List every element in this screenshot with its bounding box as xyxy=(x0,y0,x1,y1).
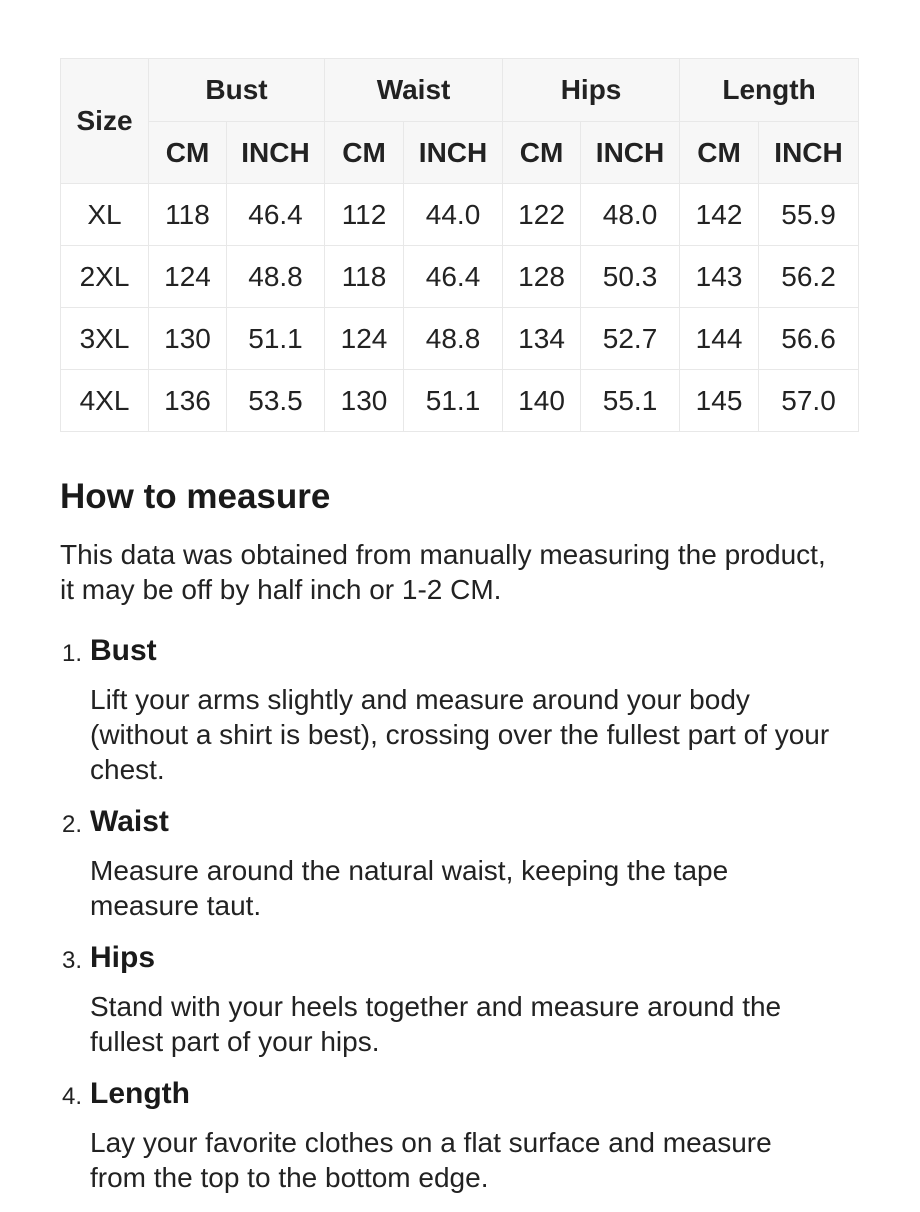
table-row xyxy=(61,246,859,308)
measurement-cell: 118 xyxy=(149,184,227,246)
measure-step-length xyxy=(60,1074,860,1195)
step-description xyxy=(90,682,860,787)
size-column-header: Size xyxy=(61,59,149,184)
size-cell: 3XL xyxy=(61,308,149,370)
unit-header-cm: CM xyxy=(149,122,227,184)
step-description xyxy=(90,1125,860,1195)
measurement-cell: 112 xyxy=(325,184,404,246)
measurement-cell: 51.1 xyxy=(227,308,325,370)
column-group-bust: Bust xyxy=(149,59,325,122)
measurement-cell: 142 xyxy=(680,184,759,246)
step-number: 1. xyxy=(62,640,83,667)
measurement-cell: 144 xyxy=(680,308,759,370)
measurement-cell: 128 xyxy=(503,246,581,308)
measurement-cell: 124 xyxy=(325,308,404,370)
measurement-cell: 50.3 xyxy=(581,246,680,308)
step-description-line: Lift your arms slightly and measure around your body xyxy=(90,684,750,715)
step-description-line: chest. xyxy=(90,754,165,785)
measure-step-waist xyxy=(60,802,860,923)
table-row xyxy=(61,308,859,370)
measurement-cell: 52.7 xyxy=(581,308,680,370)
measurement-cell: 57.0 xyxy=(759,370,859,432)
step-description xyxy=(90,853,860,923)
measurement-cell: 48.8 xyxy=(227,246,325,308)
step-label: Hips xyxy=(90,941,156,974)
step-number: 2. xyxy=(62,811,83,838)
size-cell: 2XL xyxy=(61,246,149,308)
measurement-cell: 130 xyxy=(325,370,404,432)
measurement-cell: 124 xyxy=(149,246,227,308)
measurement-cell: 48.0 xyxy=(581,184,680,246)
unit-header-cm: CM xyxy=(325,122,404,184)
measure-steps-list xyxy=(60,631,860,1195)
measurement-cell: 55.9 xyxy=(759,184,859,246)
step-description-line: fullest part of your hips. xyxy=(90,1026,380,1057)
intro-line: This data was obtained from manually measuring the product, xyxy=(60,539,826,570)
table-row xyxy=(61,184,859,246)
measurement-cell: 145 xyxy=(680,370,759,432)
measurement-cell: 46.4 xyxy=(404,246,503,308)
step-description xyxy=(90,989,860,1059)
size-chart-table xyxy=(60,58,859,432)
table-row xyxy=(61,370,859,432)
unit-header-inch: INCH xyxy=(227,122,325,184)
step-label: Waist xyxy=(90,805,169,838)
intro-text xyxy=(60,537,860,607)
intro-line: it may be off by half inch or 1-2 CM. xyxy=(60,574,502,605)
unit-header-cm: CM xyxy=(503,122,581,184)
table-group-header-row xyxy=(61,59,859,122)
measurement-cell: 134 xyxy=(503,308,581,370)
step-description-line: from the top to the bottom edge. xyxy=(90,1162,489,1193)
column-group-hips: Hips xyxy=(503,59,680,122)
size-cell: XL xyxy=(61,184,149,246)
measure-step-bust xyxy=(60,631,860,787)
step-description-line: Measure around the natural waist, keeping the tape xyxy=(90,855,729,886)
step-description-line: Stand with your heels together and measure around the xyxy=(90,991,782,1022)
measurement-cell: 51.1 xyxy=(404,370,503,432)
measurement-cell: 48.8 xyxy=(404,308,503,370)
measurement-cell: 136 xyxy=(149,370,227,432)
step-label: Bust xyxy=(90,634,157,667)
step-description-line: (without a shirt is best), crossing over the fullest part of your xyxy=(90,719,830,750)
column-group-waist: Waist xyxy=(325,59,503,122)
measurement-cell: 143 xyxy=(680,246,759,308)
measurement-cell: 44.0 xyxy=(404,184,503,246)
step-number: 3. xyxy=(62,947,83,974)
step-description-line: Lay your favorite clothes on a flat surface and measure xyxy=(90,1127,772,1158)
table-unit-header-row xyxy=(61,122,859,184)
unit-header-inch: INCH xyxy=(581,122,680,184)
measurement-cell: 118 xyxy=(325,246,404,308)
measurement-cell: 140 xyxy=(503,370,581,432)
measure-step-hips xyxy=(60,938,860,1059)
how-to-measure-heading: How to measure xyxy=(60,477,331,516)
measurement-cell: 55.1 xyxy=(581,370,680,432)
step-label: Length xyxy=(90,1077,190,1110)
unit-header-cm: CM xyxy=(680,122,759,184)
size-cell: 4XL xyxy=(61,370,149,432)
unit-header-inch: INCH xyxy=(404,122,503,184)
measurement-cell: 122 xyxy=(503,184,581,246)
step-description-line: measure taut. xyxy=(90,890,262,921)
measurement-cell: 46.4 xyxy=(227,184,325,246)
measurement-cell: 56.6 xyxy=(759,308,859,370)
step-number: 4. xyxy=(62,1083,83,1110)
measurement-cell: 56.2 xyxy=(759,246,859,308)
column-group-length: Length xyxy=(680,59,859,122)
unit-header-inch: INCH xyxy=(759,122,859,184)
measurement-cell: 130 xyxy=(149,308,227,370)
measurement-cell: 53.5 xyxy=(227,370,325,432)
